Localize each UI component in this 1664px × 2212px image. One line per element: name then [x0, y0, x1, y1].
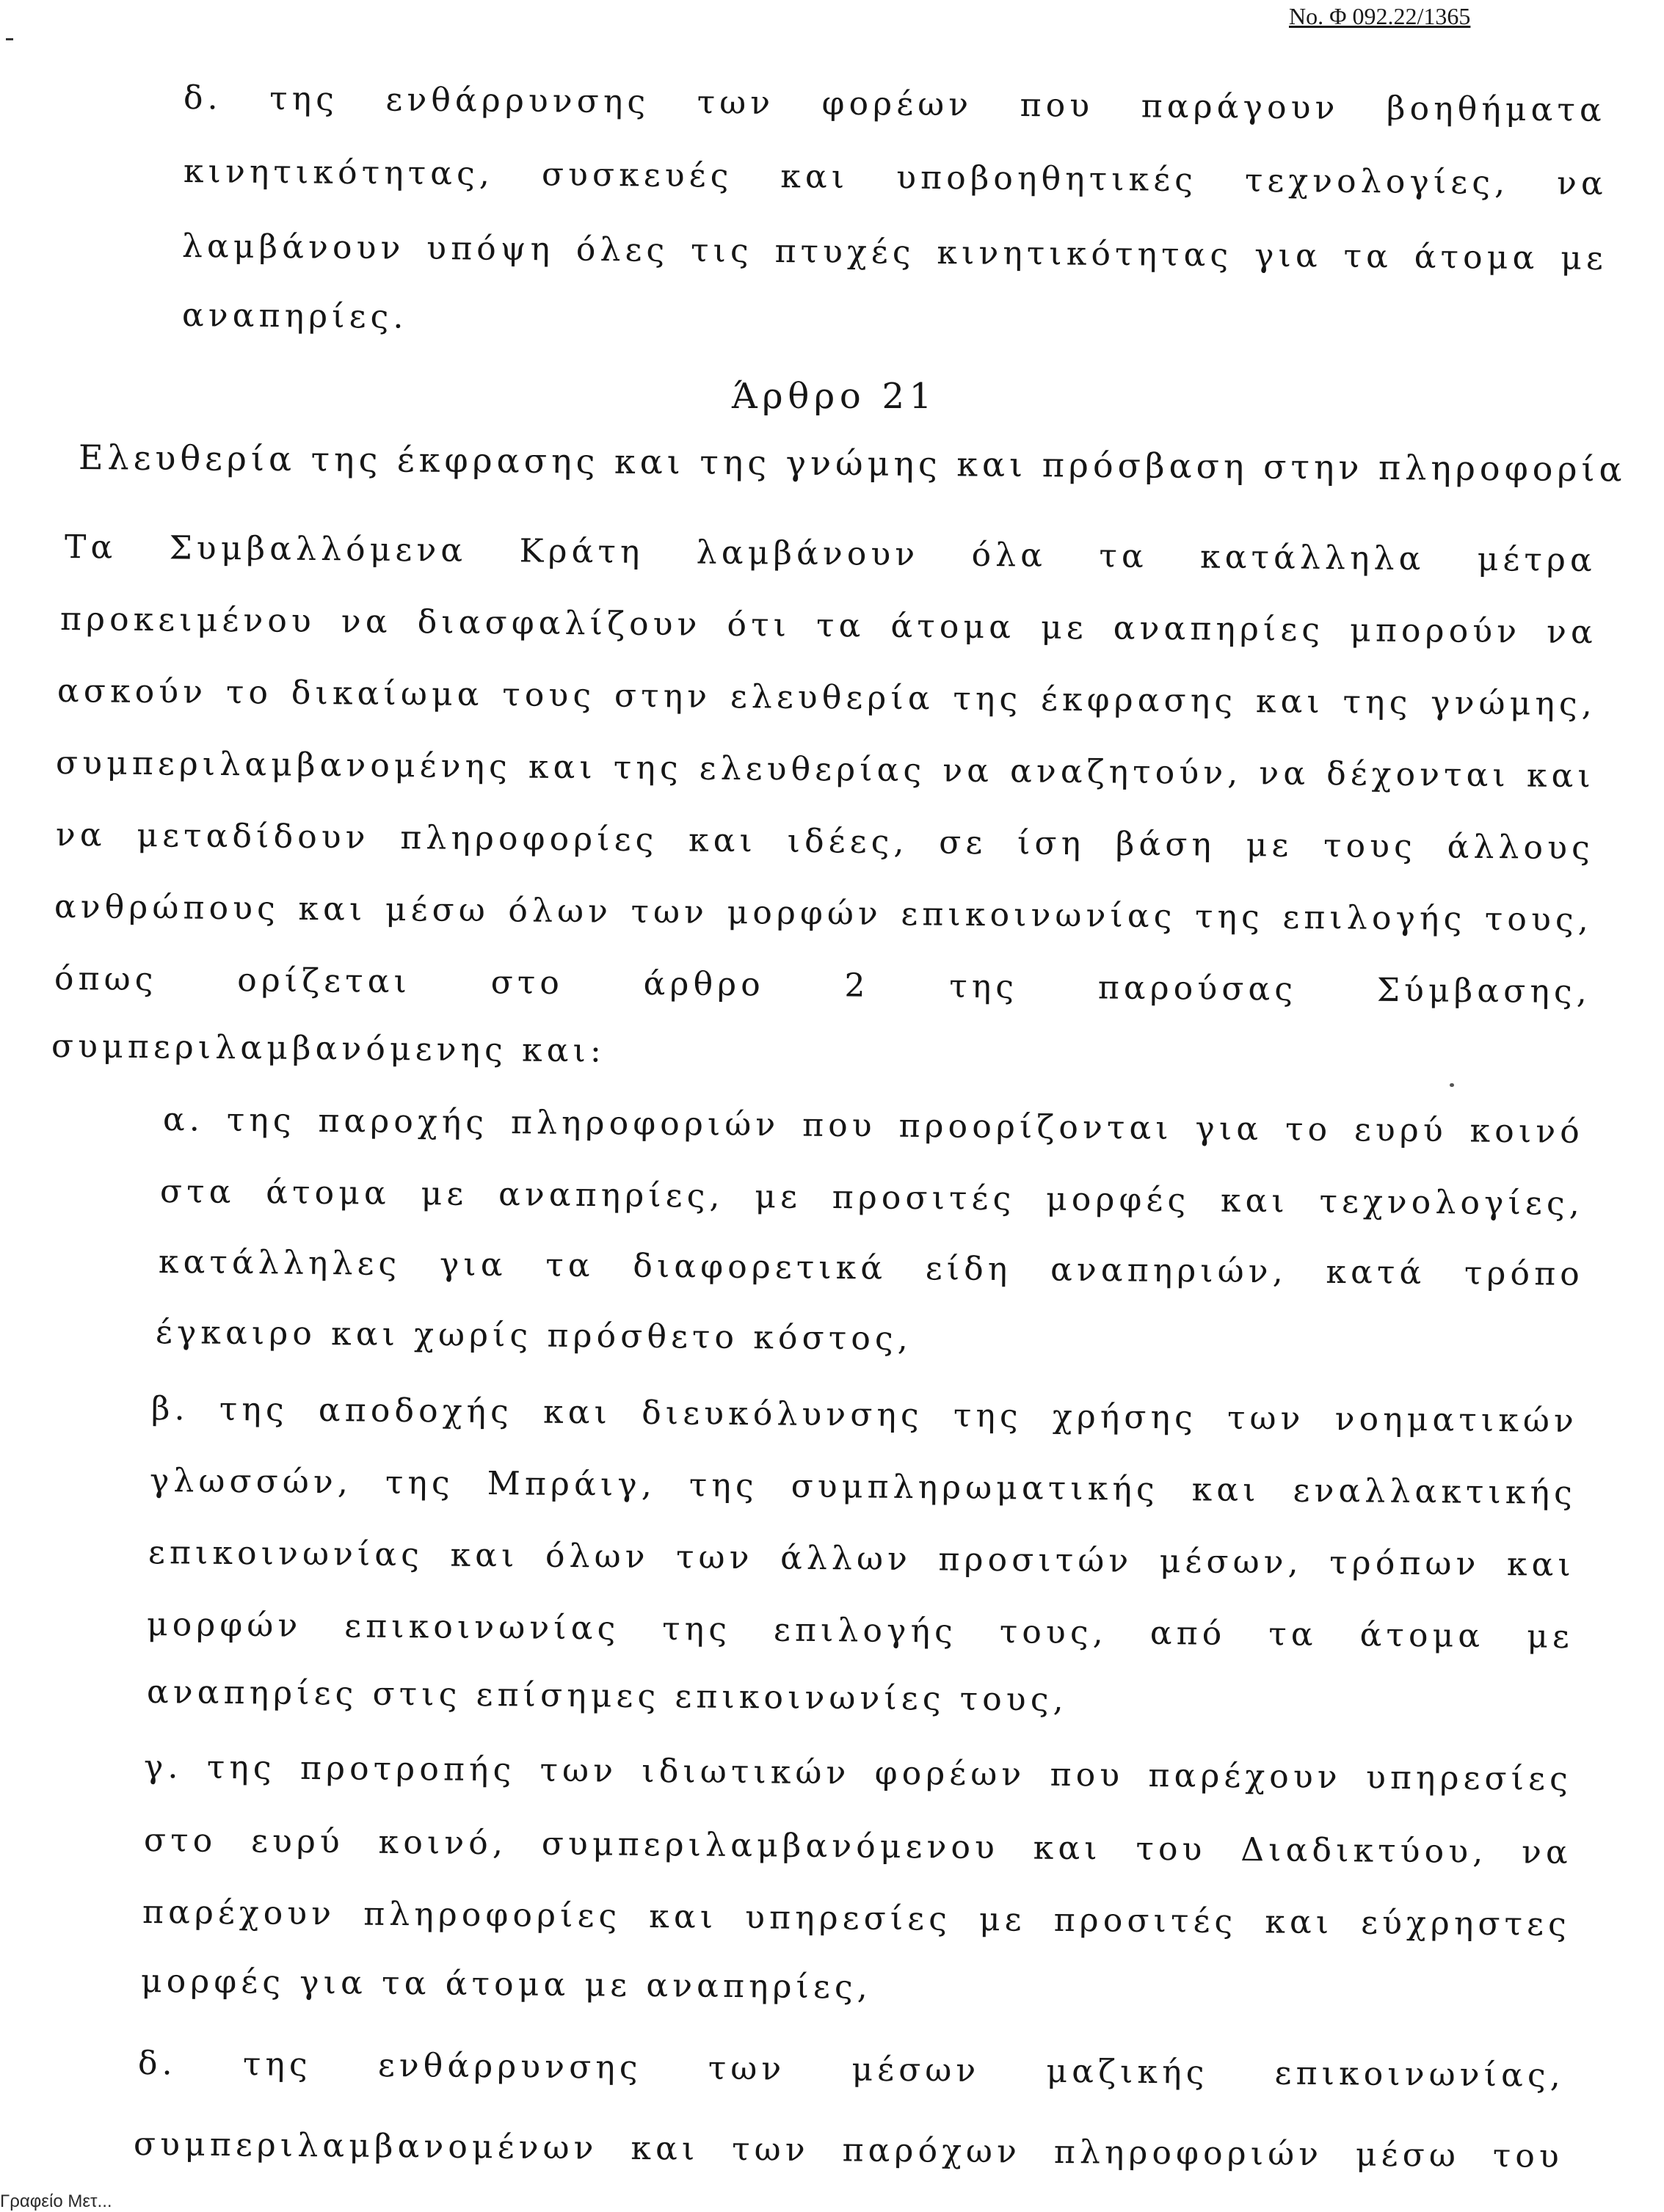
body-line: προκειμένου να διασφαλίζουν ότι τα άτομα με αναπηρίες μπορούν να: [59, 600, 1598, 652]
item-b-line: γλωσσών, της Μπράιγ, της συμπληρωματικής και εναλλακτικής: [149, 1462, 1577, 1512]
body-line: να μεταδίδουν πληροφορίες και ιδέες, σε ίση βάση με τους άλλους: [55, 816, 1595, 867]
item-c-line: παρέχουν πληροφορίες και υπηρεσίες με προσιτές και εύχρηστες: [142, 1893, 1572, 1943]
article-heading: Άρθρο 21: [732, 376, 937, 417]
item-a-line: κατάλληλες για τα διαφορετικά είδη αναπηριών, κατά τρόπο: [158, 1243, 1585, 1293]
item-c-line: γ. της προτροπής των ιδιωτικών φορέων που παρέχουν υπηρεσίες: [143, 1748, 1573, 1798]
item-b-line: αναπηρίες στις επίσημες επικοινωνίες τους,: [146, 1673, 1069, 1719]
intro-line: δ. της ενθάρρυνσης των φορέων που παράγουν βοηθήματα: [183, 79, 1607, 129]
item-b-line: β. της αποδοχής και διευκόλυνσης της χρήσης των νοηματικών: [150, 1390, 1579, 1440]
scan-speck: [1450, 1083, 1454, 1087]
body-line: συμπεριλαμβανομένης και της ελευθερίας να αναζητούν, να δέχονται και: [55, 744, 1596, 796]
body-line: όπως ορίζεται στο άρθρο 2 της παρούσας Σύμβασης,: [54, 960, 1592, 1011]
body-line: Τα Συμβαλλόμενα Κράτη λαμβάνουν όλα τα κατάλληλα μέτρα: [64, 528, 1597, 580]
article-title: Ελευθερία της έκφρασης και της γνώμης και πρόσβαση στην πληροφορία: [78, 437, 1627, 490]
item-c-line: μορφές για τα άτομα με αναπηρίες,: [140, 1962, 873, 2007]
item-b-line: επικοινωνίας και όλων των άλλων προσιτών μέσων, τρόπων και: [148, 1534, 1576, 1584]
item-d-line: δ. της ενθάρρυνσης των μέσων μαζικής επικοινωνίας,: [137, 2045, 1566, 2095]
item-a-line: στα άτομα με αναπηρίες, με προσιτές μορφές και τεχνολογίες,: [159, 1173, 1585, 1223]
intro-line: αναπηρίες.: [181, 296, 408, 336]
body-line: συμπεριλαμβανόμενης και:: [51, 1027, 606, 1070]
footer-fragment: Γραφείο Μετ...: [0, 2191, 112, 2211]
item-a-line: α. της παροχής πληροφοριών που προορίζονται για το ευρύ κοινό: [162, 1101, 1585, 1151]
intro-line: κινητικότητας, συσκευές και υποβοηθητικές τεχνολογίες, να: [183, 153, 1608, 203]
body-line: ασκούν το δικαίωμα τους στην ελευθερία της έκφρασης και της γνώμης,: [57, 672, 1597, 724]
document-reference-number: No. Φ 092.22/1365: [1289, 3, 1471, 29]
item-b-line: μορφών επικοινωνίας της επιλογής τους, από τα άτομα με: [146, 1606, 1574, 1656]
scan-mark: [6, 38, 13, 40]
intro-line: λαμβάνουν υπόψη όλες τις πτυχές κινητικότητας για τα άτομα με: [181, 228, 1608, 277]
body-line: ανθρώπους και μέσω όλων των μορφών επικοινωνίας της επιλογής τους,: [54, 888, 1594, 939]
item-d-line: συμπεριλαμβανομένων και των παρόχων πληροφοριών μέσω του: [133, 2125, 1564, 2175]
item-a-line: έγκαιρο και χωρίς πρόσθετο κόστος,: [155, 1314, 913, 1358]
item-c-line: στο ευρύ κοινό, συμπεριλαμβανόμενου και του Διαδικτύου, να: [143, 1822, 1573, 1871]
